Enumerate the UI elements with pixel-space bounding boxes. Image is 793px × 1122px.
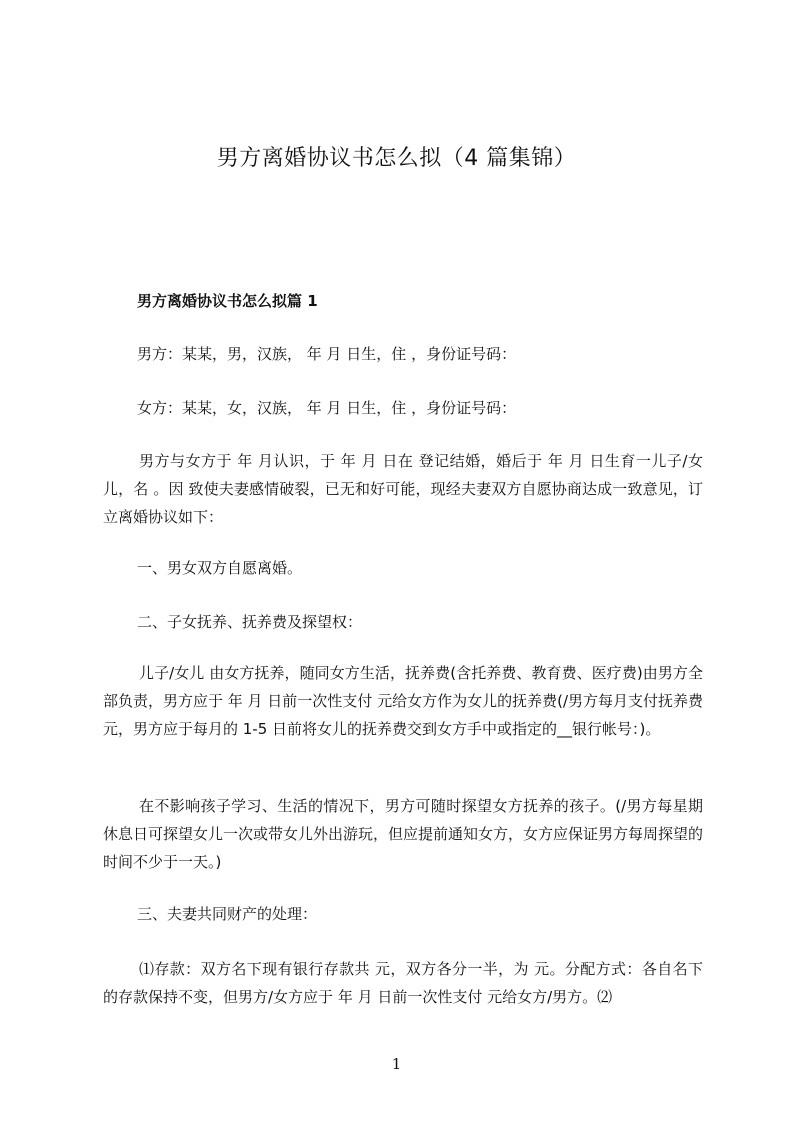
document-title: 男方离婚协议书怎么拟（4 篇集锦） xyxy=(216,146,577,171)
male-party-line: 男方：某某，男，汉族， 年 月 日生，住 ，身份证号码： xyxy=(137,345,517,363)
custody-paragraph: 儿子/女儿 由女方抚养，随同女方生活，抚养费(含托养费、教育费、医疗费)由男方全部负责，男方应于 年 月 日前一次性支付 元给女方作为女儿的抚养费(/男方每月支付抚养费 元，男方应于每月的 1-5 日前将女儿的抚养费交到女方手中或指定的__银行帐号：)。 xyxy=(103,664,703,738)
clause-3: 三、夫妻共同财产的处理： xyxy=(137,905,318,923)
section-heading: 男方离婚协议书怎么拟篇 1 xyxy=(137,292,318,310)
clause-1: 一、男女双方自愿离婚。 xyxy=(137,559,303,577)
clause-2: 二、子女抚养、抚养费及探望权： xyxy=(137,613,363,631)
intro-paragraph: 男方与女方于 年 月认识，于 年 月 日在 登记结婚，婚后于 年 月 日生育一儿子/女儿，名 。因 致使夫妻感情破裂，已无和好可能，现经夫妻双方自愿协商达成一致意见，订立离婚协议如下： xyxy=(103,452,703,526)
female-party-line: 女方：某某，女，汉族， 年 月 日生，住 ，身份证号码： xyxy=(137,399,517,417)
deposit-paragraph: ⑴存款：双方名下现有银行存款共 元，双方各分一半，为 元。分配方式：各自名下的存款保持不变，但男方/女方应于 年 月 日前一次性支付 元给女方/男方。⑵ xyxy=(103,960,703,1006)
visitation-paragraph: 在不影响孩子学习、生活的情况下，男方可随时探望女方抚养的孩子。(/男方每星期休息日可探望女儿一次或带女儿外出游玩，但应提前通知女方，女方应保证男方每周探望的时间不少于一天。) xyxy=(103,797,704,871)
page-number: 1 xyxy=(391,1055,402,1073)
